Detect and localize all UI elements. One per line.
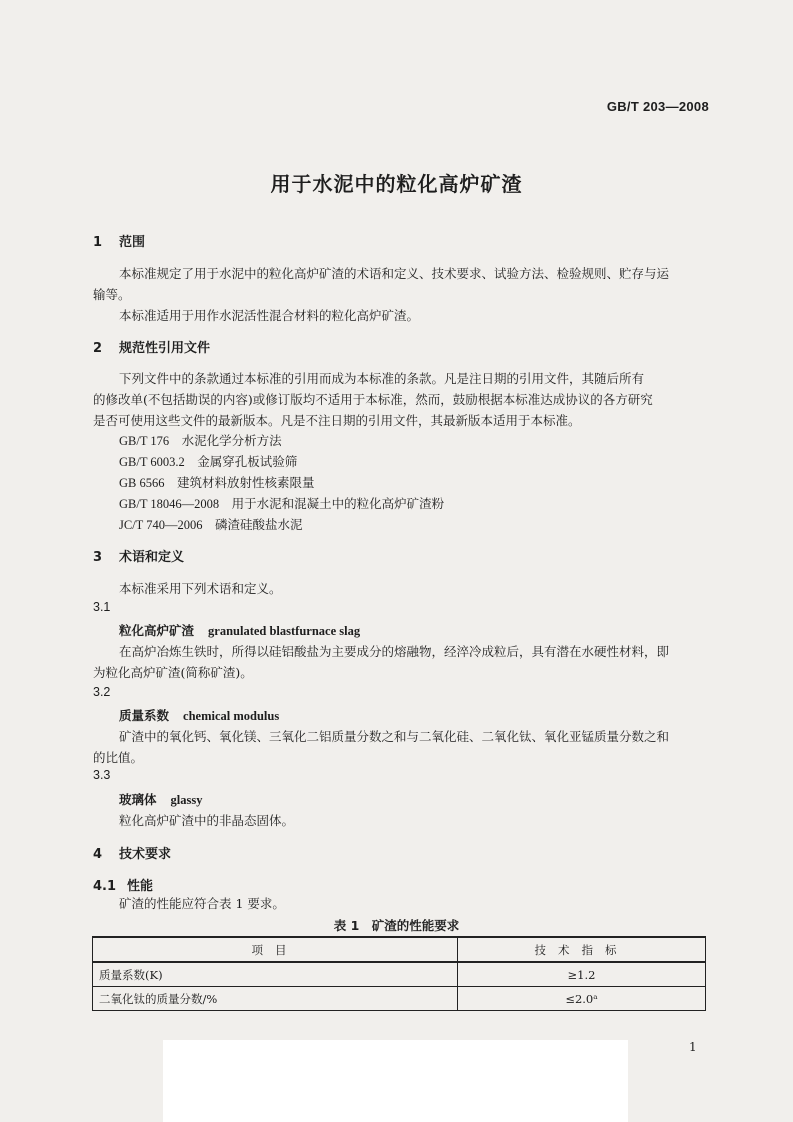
clause-number: 3.3 <box>93 768 111 782</box>
row-value: ≥1.2 <box>458 962 706 987</box>
reference-item <box>119 431 282 449</box>
section-2-paragraph <box>93 368 713 431</box>
term-definition <box>93 641 713 683</box>
term-en: granulated blastfurnace slag <box>208 624 361 638</box>
section-1-paragraph-1 <box>93 263 713 305</box>
paragraph-line: 本标准规定了用于水泥中的粒化高炉矿渣的术语和定义、技术要求、试验方法、检验规则、贮存与运 <box>119 266 670 281</box>
subsection-number: 4.1 <box>93 879 117 894</box>
term-definition: 粒化高炉矿渣中的非晶态固体。 <box>119 813 295 828</box>
definition-line: 矿渣中的氧化钙、氧化镁、三氧化二铝质量分数之和与二氧化硅、二氧化钛、氧化亚锰质量分数之和 <box>119 729 670 744</box>
section-number: 1 <box>93 235 103 250</box>
reference-item <box>119 515 303 533</box>
section-1-paragraph-2: 本标准适用于用作水泥活性混合材料的粒化高炉矿渣。 <box>119 308 420 323</box>
term-heading <box>119 621 360 639</box>
term-cn: 粒化高炉矿渣 <box>119 623 195 638</box>
section-number: 3 <box>93 550 103 565</box>
row-item: 质量系数(K) <box>93 962 458 987</box>
clause-number: 3.1 <box>93 600 111 614</box>
term-definition <box>93 726 713 768</box>
document-title: 用于水泥中的粒化高炉矿渣 <box>270 172 523 196</box>
table-caption: 表 1 矿渣的性能要求 <box>333 918 460 933</box>
term-en: glassy <box>170 793 203 807</box>
header-index: 技术指标 <box>458 937 706 962</box>
term-cn: 玻璃体 <box>119 792 157 807</box>
paragraph-line: 下列文件中的条款通过本标准的引用而成为本标准的条款。凡是注日期的引用文件，其随后所有 <box>119 371 645 386</box>
term-cn: 质量系数 <box>119 708 170 723</box>
header-item: 项目 <box>93 937 458 962</box>
paragraph-line: 是否可使用这些文件的最新版本。凡是不注日期的引用文件，其最新版本适用于本标准。 <box>93 413 581 428</box>
reference-code: GB/T 176 <box>119 434 170 448</box>
reference-code: GB 6566 <box>119 476 165 490</box>
definition-line: 的比值。 <box>93 750 144 765</box>
subsection-4-1-text: 矿渣的性能应符合表 1 要求。 <box>119 896 285 911</box>
subsection-title: 性能 <box>127 879 154 894</box>
table-row <box>93 987 706 1011</box>
section-3-intro: 本标准采用下列术语和定义。 <box>119 581 282 596</box>
section-1-heading <box>93 231 145 250</box>
section-number: 4 <box>93 847 103 862</box>
section-4-heading <box>93 843 171 862</box>
standard-code: GB/T 203—2008 <box>606 99 709 114</box>
reference-name: 磷渣硅酸盐水泥 <box>214 517 303 532</box>
reference-name: 用于水泥和混凝土中的粒化高炉矿渣粉 <box>231 496 445 511</box>
blank-overlay <box>163 1040 628 1122</box>
row-item: 二氧化钛的质量分数/% <box>93 987 458 1011</box>
section-3-heading <box>93 546 184 565</box>
table-row <box>93 962 706 987</box>
paragraph-line: 输等。 <box>93 287 131 302</box>
reference-name: 建筑材料放射性核素限量 <box>177 475 315 490</box>
reference-item <box>119 452 297 470</box>
reference-item <box>119 494 444 512</box>
reference-name: 水泥化学分析方法 <box>181 433 282 448</box>
clause-number: 3.2 <box>93 685 111 699</box>
reference-code: JC/T 740—2006 <box>119 518 203 532</box>
reference-name: 金属穿孔板试验筛 <box>197 454 298 469</box>
term-heading <box>119 790 202 808</box>
reference-item <box>119 473 315 491</box>
table-header-row <box>93 937 706 962</box>
definition-line: 在高炉冶炼生铁时，所得以硅铝酸盐为主要成分的熔融物，经淬冷成粒后，具有潜在水硬性材料，即 <box>119 644 670 659</box>
performance-table <box>92 936 706 1011</box>
section-title: 术语和定义 <box>119 550 185 565</box>
term-en: chemical modulus <box>183 709 280 723</box>
row-value: ≤2.0ᵃ <box>458 987 706 1011</box>
term-heading <box>119 706 279 724</box>
section-number: 2 <box>93 341 103 356</box>
section-title: 规范性引用文件 <box>119 341 211 356</box>
subsection-4-1-heading <box>93 875 153 894</box>
page-number: 1 <box>689 1040 697 1054</box>
section-2-heading <box>93 337 210 356</box>
definition-line: 为粒化高炉矿渣(简称矿渣)。 <box>93 665 253 680</box>
paragraph-line: 的修改单(不包括勘误的内容)或修订版均不适用于本标准，然而，鼓励根据本标准达成协议的各方研究 <box>93 392 653 407</box>
section-title: 范围 <box>119 235 146 250</box>
section-title: 技术要求 <box>119 847 172 862</box>
reference-code: GB/T 6003.2 <box>119 455 185 469</box>
reference-code: GB/T 18046—2008 <box>119 497 220 511</box>
